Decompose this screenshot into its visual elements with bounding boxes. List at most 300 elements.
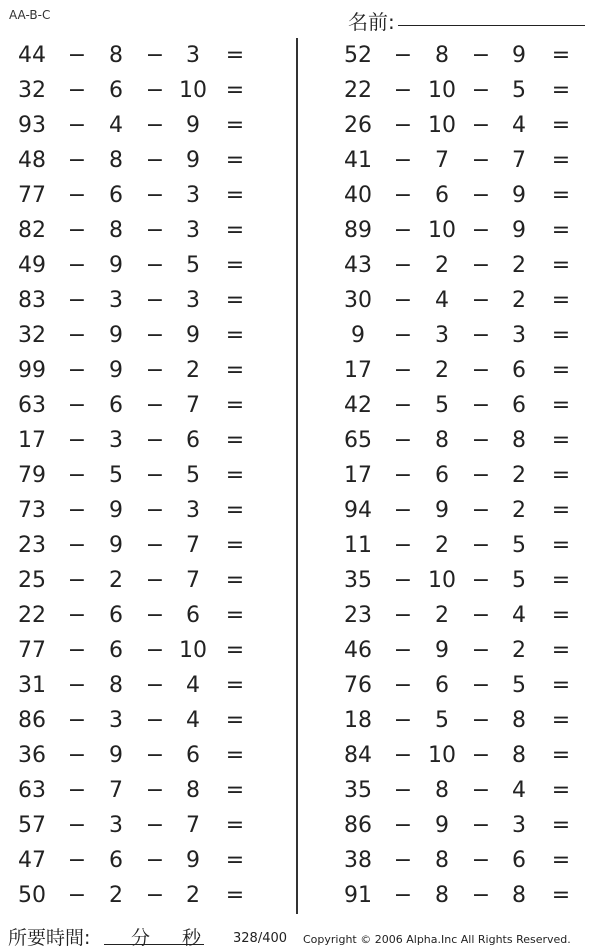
equals-sign: =	[551, 463, 571, 488]
minus-sign: −	[67, 463, 87, 488]
minuend: 23	[344, 603, 372, 628]
minuend: 79	[18, 463, 46, 488]
subtrahend-1: 10	[428, 743, 456, 768]
minus-sign: −	[67, 183, 87, 208]
equals-sign: =	[551, 708, 571, 733]
subtrahend-2: 4	[512, 113, 526, 138]
subtrahend-1: 7	[435, 148, 449, 173]
subtrahend-1: 6	[109, 393, 123, 418]
minuend: 73	[18, 498, 46, 523]
minus-sign: −	[393, 288, 413, 313]
minuend: 94	[344, 498, 372, 523]
minuend: 99	[18, 358, 46, 383]
minus-sign: −	[471, 533, 491, 558]
minus-sign: −	[145, 288, 165, 313]
minuend: 22	[18, 603, 46, 628]
subtrahend-1: 2	[435, 533, 449, 558]
subtrahend-2: 3	[186, 43, 200, 68]
minus-sign: −	[471, 43, 491, 68]
minuend: 35	[344, 778, 372, 803]
subtrahend-1: 6	[109, 183, 123, 208]
minus-sign: −	[67, 533, 87, 558]
minus-sign: −	[67, 218, 87, 243]
minuend: 82	[18, 218, 46, 243]
subtrahend-2: 2	[186, 358, 200, 383]
minus-sign: −	[393, 253, 413, 278]
equals-sign: =	[225, 253, 245, 278]
minus-sign: −	[471, 568, 491, 593]
minus-sign: −	[471, 78, 491, 103]
minus-sign: −	[393, 533, 413, 558]
minus-sign: −	[471, 743, 491, 768]
minuend: 47	[18, 848, 46, 873]
minus-sign: −	[393, 778, 413, 803]
minus-sign: −	[393, 883, 413, 908]
subtrahend-1: 6	[109, 78, 123, 103]
equals-sign: =	[551, 393, 571, 418]
equals-sign: =	[225, 78, 245, 103]
minuend: 17	[18, 428, 46, 453]
minus-sign: −	[471, 323, 491, 348]
minus-sign: −	[471, 218, 491, 243]
minus-sign: −	[393, 428, 413, 453]
subtrahend-2: 3	[186, 288, 200, 313]
equals-sign: =	[225, 148, 245, 173]
minuend: 63	[18, 393, 46, 418]
minus-sign: −	[145, 743, 165, 768]
minuend: 65	[344, 428, 372, 453]
equals-sign: =	[551, 883, 571, 908]
minus-sign: −	[471, 778, 491, 803]
minus-sign: −	[471, 393, 491, 418]
equals-sign: =	[551, 148, 571, 173]
subtrahend-1: 4	[435, 288, 449, 313]
subtrahend-1: 5	[109, 463, 123, 488]
minuend: 41	[344, 148, 372, 173]
subtrahend-1: 9	[109, 253, 123, 278]
minus-sign: −	[67, 358, 87, 383]
subtrahend-2: 6	[186, 603, 200, 628]
minuend: 30	[344, 288, 372, 313]
subtrahend-1: 6	[109, 848, 123, 873]
minuend: 49	[18, 253, 46, 278]
subtrahend-2: 4	[512, 603, 526, 628]
subtrahend-2: 9	[186, 113, 200, 138]
minus-sign: −	[67, 78, 87, 103]
subtrahend-2: 7	[186, 813, 200, 838]
subtrahend-2: 8	[512, 743, 526, 768]
minus-sign: −	[471, 358, 491, 383]
copyright-notice: Copyright © 2006 Alpha.Inc All Rights Reserved.	[303, 933, 571, 946]
minus-sign: −	[393, 323, 413, 348]
equals-sign: =	[551, 848, 571, 873]
minuend: 46	[344, 638, 372, 663]
minuend: 32	[18, 323, 46, 348]
subtrahend-2: 3	[186, 218, 200, 243]
minus-sign: −	[67, 603, 87, 628]
minuend: 44	[18, 43, 46, 68]
minus-sign: −	[471, 883, 491, 908]
minus-sign: −	[145, 708, 165, 733]
minuend: 9	[351, 323, 365, 348]
subtrahend-2: 8	[512, 708, 526, 733]
equals-sign: =	[551, 253, 571, 278]
minus-sign: −	[393, 78, 413, 103]
subtrahend-1: 6	[435, 673, 449, 698]
subtrahend-1: 10	[428, 113, 456, 138]
minuend: 91	[344, 883, 372, 908]
subtrahend-2: 3	[186, 498, 200, 523]
minus-sign: −	[145, 778, 165, 803]
minus-sign: −	[393, 568, 413, 593]
equals-sign: =	[225, 183, 245, 208]
subtrahend-1: 8	[109, 673, 123, 698]
subtrahend-1: 2	[109, 568, 123, 593]
minuend: 25	[18, 568, 46, 593]
subtrahend-1: 8	[435, 43, 449, 68]
minuend: 17	[344, 358, 372, 383]
minus-sign: −	[67, 883, 87, 908]
subtrahend-1: 9	[109, 323, 123, 348]
minus-sign: −	[145, 428, 165, 453]
minus-sign: −	[67, 498, 87, 523]
subtrahend-1: 9	[435, 638, 449, 663]
minute-label: 分	[131, 927, 151, 949]
equals-sign: =	[225, 848, 245, 873]
minus-sign: −	[145, 813, 165, 838]
equals-sign: =	[225, 883, 245, 908]
subtrahend-1: 10	[428, 568, 456, 593]
minus-sign: −	[145, 498, 165, 523]
subtrahend-2: 5	[186, 463, 200, 488]
minus-sign: −	[67, 778, 87, 803]
subtrahend-1: 3	[109, 813, 123, 838]
minuend: 89	[344, 218, 372, 243]
subtrahend-1: 2	[435, 358, 449, 383]
minus-sign: −	[393, 358, 413, 383]
subtrahend-2: 6	[186, 428, 200, 453]
equals-sign: =	[551, 323, 571, 348]
minuend: 11	[344, 533, 372, 558]
equals-sign: =	[551, 778, 571, 803]
minus-sign: −	[145, 183, 165, 208]
minus-sign: −	[471, 603, 491, 628]
equals-sign: =	[225, 288, 245, 313]
equals-sign: =	[225, 428, 245, 453]
minuend: 50	[18, 883, 46, 908]
equals-sign: =	[551, 183, 571, 208]
minus-sign: −	[471, 428, 491, 453]
minus-sign: −	[145, 568, 165, 593]
minus-sign: −	[393, 218, 413, 243]
subtrahend-1: 6	[109, 638, 123, 663]
minus-sign: −	[393, 848, 413, 873]
subtrahend-1: 4	[109, 113, 123, 138]
subtrahend-1: 7	[109, 778, 123, 803]
subtrahend-2: 6	[186, 743, 200, 768]
minus-sign: −	[393, 813, 413, 838]
equals-sign: =	[551, 568, 571, 593]
minus-sign: −	[393, 113, 413, 138]
minus-sign: −	[67, 253, 87, 278]
subtrahend-2: 4	[186, 673, 200, 698]
column-divider	[296, 38, 298, 914]
minuend: 57	[18, 813, 46, 838]
equals-sign: =	[551, 638, 571, 663]
subtrahend-2: 5	[512, 673, 526, 698]
equals-sign: =	[551, 43, 571, 68]
equals-sign: =	[225, 358, 245, 383]
minuend: 93	[18, 113, 46, 138]
minuend: 52	[344, 43, 372, 68]
equals-sign: =	[551, 78, 571, 103]
name-blank-line[interactable]	[398, 25, 585, 26]
minus-sign: −	[471, 183, 491, 208]
equals-sign: =	[225, 463, 245, 488]
subtrahend-2: 2	[512, 288, 526, 313]
subtrahend-1: 8	[109, 43, 123, 68]
equals-sign: =	[225, 113, 245, 138]
subtrahend-2: 6	[512, 358, 526, 383]
subtrahend-2: 9	[512, 43, 526, 68]
subtrahend-2: 10	[179, 638, 207, 663]
subtrahend-2: 7	[186, 568, 200, 593]
subtrahend-1: 10	[428, 218, 456, 243]
minus-sign: −	[67, 393, 87, 418]
minus-sign: −	[471, 813, 491, 838]
minuend: 86	[344, 813, 372, 838]
subtrahend-1: 2	[435, 603, 449, 628]
minus-sign: −	[145, 78, 165, 103]
minus-sign: −	[67, 743, 87, 768]
minus-sign: −	[145, 533, 165, 558]
minus-sign: −	[67, 113, 87, 138]
minus-sign: −	[393, 463, 413, 488]
minus-sign: −	[471, 148, 491, 173]
minus-sign: −	[145, 358, 165, 383]
equals-sign: =	[551, 533, 571, 558]
minuend: 48	[18, 148, 46, 173]
minuend: 18	[344, 708, 372, 733]
subtrahend-1: 8	[435, 428, 449, 453]
subtrahend-2: 2	[512, 253, 526, 278]
equals-sign: =	[225, 323, 245, 348]
equals-sign: =	[225, 638, 245, 663]
minus-sign: −	[145, 638, 165, 663]
subtrahend-1: 2	[109, 883, 123, 908]
subtrahend-1: 9	[435, 813, 449, 838]
subtrahend-1: 9	[109, 498, 123, 523]
minus-sign: −	[67, 148, 87, 173]
minus-sign: −	[393, 603, 413, 628]
minus-sign: −	[393, 708, 413, 733]
subtrahend-1: 8	[435, 883, 449, 908]
subtrahend-2: 5	[512, 533, 526, 558]
subtrahend-1: 9	[435, 498, 449, 523]
subtrahend-1: 3	[109, 288, 123, 313]
minuend: 40	[344, 183, 372, 208]
subtrahend-1: 8	[435, 778, 449, 803]
subtrahend-2: 10	[179, 78, 207, 103]
minus-sign: −	[67, 813, 87, 838]
minus-sign: −	[145, 673, 165, 698]
minus-sign: −	[67, 708, 87, 733]
minus-sign: −	[471, 253, 491, 278]
minus-sign: −	[67, 288, 87, 313]
subtrahend-2: 9	[512, 218, 526, 243]
minus-sign: −	[471, 463, 491, 488]
subtrahend-2: 9	[512, 183, 526, 208]
minus-sign: −	[67, 428, 87, 453]
minus-sign: −	[393, 148, 413, 173]
minus-sign: −	[471, 288, 491, 313]
equals-sign: =	[225, 498, 245, 523]
minus-sign: −	[393, 43, 413, 68]
subtrahend-1: 9	[109, 358, 123, 383]
minus-sign: −	[471, 848, 491, 873]
equals-sign: =	[551, 743, 571, 768]
equals-sign: =	[225, 568, 245, 593]
subtrahend-1: 8	[435, 848, 449, 873]
subtrahend-1: 6	[109, 603, 123, 628]
minus-sign: −	[145, 218, 165, 243]
minus-sign: −	[145, 463, 165, 488]
minus-sign: −	[145, 848, 165, 873]
minus-sign: −	[145, 113, 165, 138]
subtrahend-2: 5	[186, 253, 200, 278]
subtrahend-2: 6	[512, 848, 526, 873]
minus-sign: −	[67, 43, 87, 68]
minuend: 23	[18, 533, 46, 558]
subtrahend-2: 8	[512, 883, 526, 908]
subtrahend-1: 3	[435, 323, 449, 348]
minus-sign: −	[67, 568, 87, 593]
minus-sign: −	[145, 393, 165, 418]
minus-sign: −	[145, 148, 165, 173]
subtrahend-2: 5	[512, 78, 526, 103]
minus-sign: −	[145, 253, 165, 278]
subtrahend-2: 3	[186, 183, 200, 208]
minuend: 86	[18, 708, 46, 733]
minuend: 42	[344, 393, 372, 418]
minus-sign: −	[67, 848, 87, 873]
subtrahend-2: 2	[512, 463, 526, 488]
minus-sign: −	[471, 673, 491, 698]
equals-sign: =	[225, 43, 245, 68]
minus-sign: −	[145, 603, 165, 628]
equals-sign: =	[551, 813, 571, 838]
equals-sign: =	[225, 708, 245, 733]
minus-sign: −	[471, 113, 491, 138]
minuend: 36	[18, 743, 46, 768]
subtrahend-1: 3	[109, 428, 123, 453]
minuend: 38	[344, 848, 372, 873]
equals-sign: =	[551, 603, 571, 628]
minus-sign: −	[471, 498, 491, 523]
subtrahend-1: 9	[109, 743, 123, 768]
minuend: 17	[344, 463, 372, 488]
subtrahend-2: 2	[512, 498, 526, 523]
equals-sign: =	[225, 393, 245, 418]
equals-sign: =	[551, 673, 571, 698]
minus-sign: −	[471, 638, 491, 663]
minus-sign: −	[393, 638, 413, 663]
minuend: 22	[344, 78, 372, 103]
minuend: 83	[18, 288, 46, 313]
subtrahend-2: 4	[186, 708, 200, 733]
second-label: 秒	[182, 927, 202, 949]
subtrahend-2: 8	[186, 778, 200, 803]
subtrahend-2: 3	[512, 323, 526, 348]
subtrahend-2: 4	[512, 778, 526, 803]
page-number: 328/400	[233, 931, 288, 946]
equals-sign: =	[225, 533, 245, 558]
subtrahend-1: 10	[428, 78, 456, 103]
equals-sign: =	[225, 778, 245, 803]
worksheet-code: AA-B-C	[9, 8, 51, 22]
subtrahend-2: 8	[512, 428, 526, 453]
equals-sign: =	[225, 813, 245, 838]
minuend: 26	[344, 113, 372, 138]
minus-sign: −	[67, 323, 87, 348]
minuend: 84	[344, 743, 372, 768]
minus-sign: −	[393, 393, 413, 418]
subtrahend-2: 3	[512, 813, 526, 838]
subtrahend-2: 9	[186, 848, 200, 873]
subtrahend-1: 6	[435, 463, 449, 488]
equals-sign: =	[225, 673, 245, 698]
minus-sign: −	[145, 883, 165, 908]
subtrahend-2: 5	[512, 568, 526, 593]
minus-sign: −	[145, 323, 165, 348]
subtrahend-1: 6	[435, 183, 449, 208]
name-label: 名前:	[348, 10, 395, 34]
minus-sign: −	[393, 673, 413, 698]
subtrahend-2: 9	[186, 323, 200, 348]
minus-sign: −	[67, 673, 87, 698]
equals-sign: =	[551, 428, 571, 453]
minus-sign: −	[393, 183, 413, 208]
minus-sign: −	[393, 498, 413, 523]
minus-sign: −	[471, 708, 491, 733]
subtrahend-2: 2	[186, 883, 200, 908]
subtrahend-2: 9	[186, 148, 200, 173]
minus-sign: −	[67, 638, 87, 663]
subtrahend-1: 5	[435, 393, 449, 418]
subtrahend-1: 3	[109, 708, 123, 733]
equals-sign: =	[225, 218, 245, 243]
minuend: 43	[344, 253, 372, 278]
equals-sign: =	[225, 743, 245, 768]
equals-sign: =	[225, 603, 245, 628]
subtrahend-2: 2	[512, 638, 526, 663]
minuend: 63	[18, 778, 46, 803]
subtrahend-1: 8	[109, 218, 123, 243]
equals-sign: =	[551, 288, 571, 313]
subtrahend-1: 8	[109, 148, 123, 173]
minus-sign: −	[393, 743, 413, 768]
subtrahend-2: 7	[186, 393, 200, 418]
minuend: 77	[18, 638, 46, 663]
equals-sign: =	[551, 358, 571, 383]
minus-sign: −	[145, 43, 165, 68]
subtrahend-2: 7	[186, 533, 200, 558]
equals-sign: =	[551, 498, 571, 523]
equals-sign: =	[551, 113, 571, 138]
subtrahend-1: 9	[109, 533, 123, 558]
minuend: 31	[18, 673, 46, 698]
minuend: 32	[18, 78, 46, 103]
